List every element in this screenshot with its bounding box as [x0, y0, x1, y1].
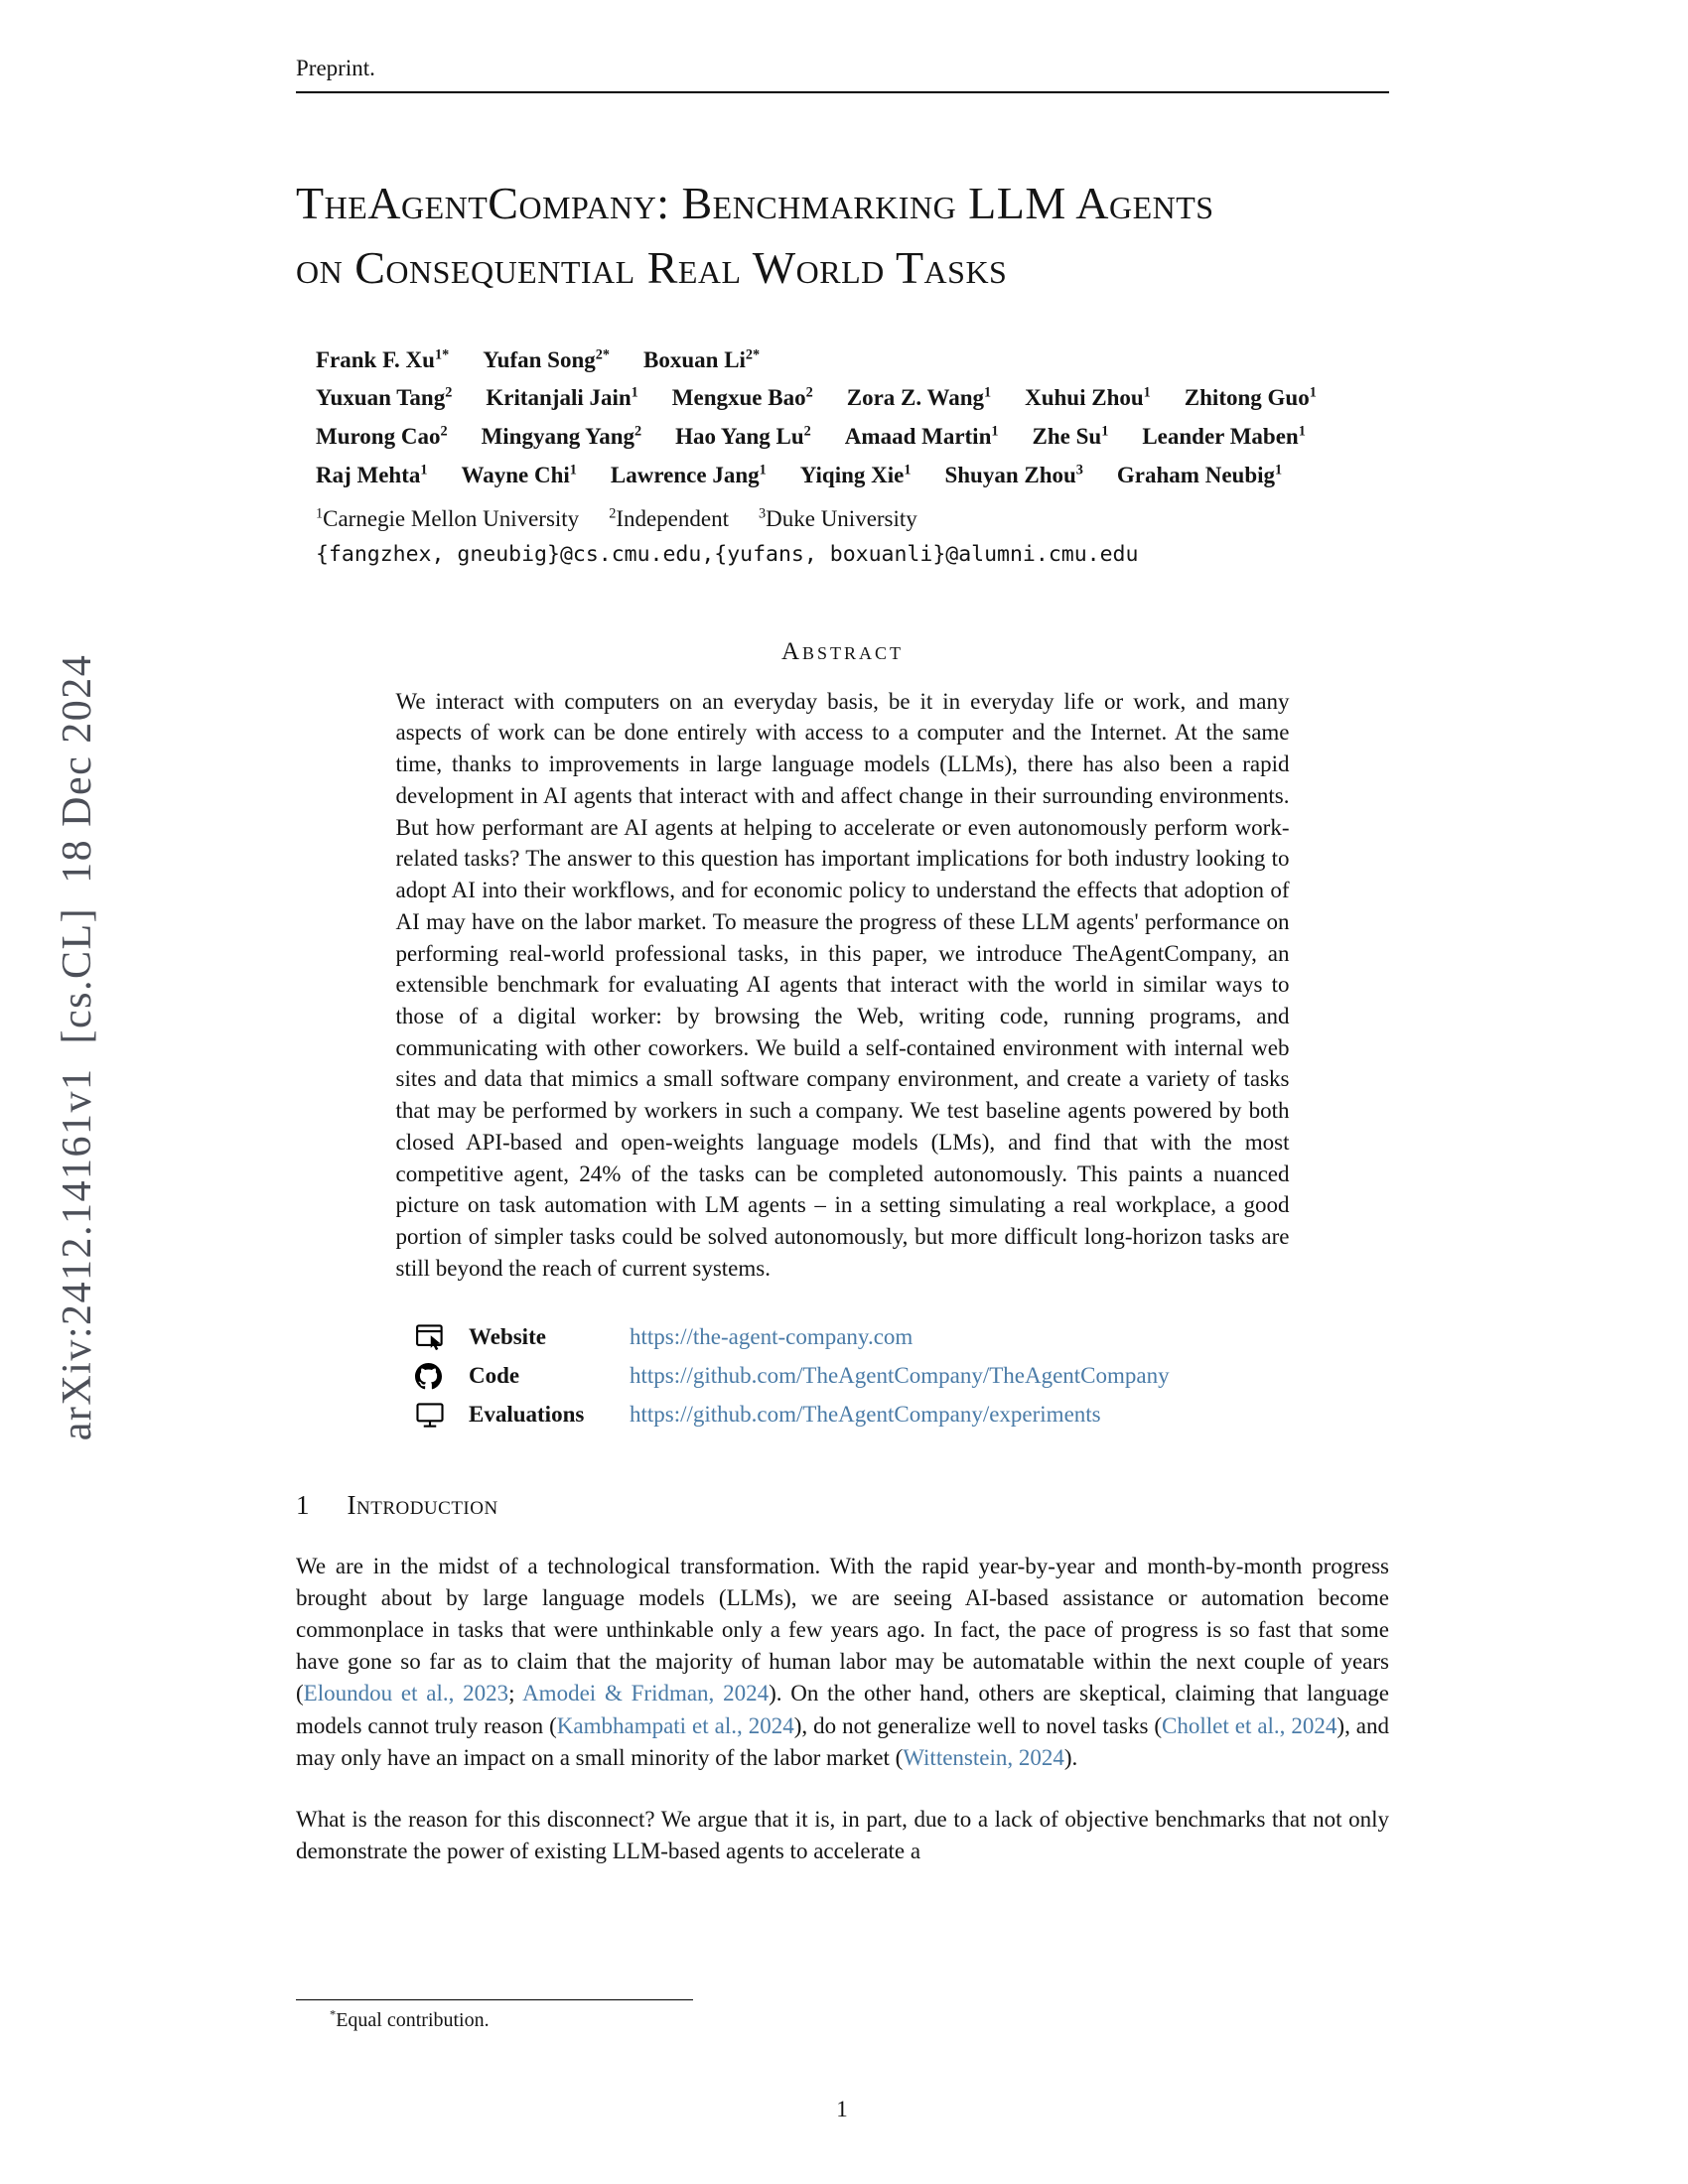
author-name: Leander Maben$^1$ [1142, 423, 1306, 450]
author-name: Kritanjali Jain$^1$ [486, 384, 638, 411]
author-name: Hao Yang Lu$^2$ [675, 423, 811, 450]
footnote-label: Equal contribution. [336, 2009, 490, 2031]
paper-content [296, 0, 1389, 1867]
citation-link[interactable]: Chollet et al., 2024 [1162, 1712, 1337, 1738]
citation-link[interactable]: Amodei & Fridman, 2024 [522, 1681, 770, 1706]
resource-label: Code [469, 1363, 520, 1389]
affiliation: $^2$Independent [609, 504, 729, 531]
author-name: Amaad Martin$^1$ [844, 423, 999, 450]
evaluations-icon [415, 1400, 469, 1430]
author-name: Shuyan Zhou$^3$ [944, 462, 1083, 487]
resources-list [415, 1318, 1389, 1434]
intro-paragraph-2: What is the reason for this disconnect? We argue that it is, in part, due to a lack of objective benchmarks that not only demonstrate the power of existing LLM-based agents to accelerate a [296, 1806, 1389, 1864]
resource-label: Website [469, 1324, 546, 1350]
author-row [316, 346, 1389, 375]
section-title: Introduction [347, 1489, 498, 1520]
resource-label: Evaluations [469, 1402, 585, 1428]
abstract-text: We interact with computers on an everyday basis, be it in everyday life or work, and many aspects of work can be done entirely with access to a computer and the Internet. At the same time, thanks to improvements in large language models (LLMs), there has also been a rapid development in AI agents that interact with and affect change in their surrounding environments. But how performant are AI agents at helping to accelerate or even autonomously perform work-related tasks? The answer to this question has important implications for both industry looking to adopt AI into their workflows, and for economic policy to understand the effects that adoption of AI may have on the labor market. To measure the progress of these LLM agents' performance on performing real-world professional tasks, in this paper, we introduce TheAgentCompany, an extensible benchmark for evaluating AI agents that interact with the world in similar ways to those of a digital worker: by browsing the Web, writing code, running programs, and communicating with other coworkers. We build a self-contained environment with internal web sites and data that mimics a small software company environment, and create a variety of tasks that may be performed by workers in such a company. We test baseline agents powered by both closed API-based and open-weights language models (LMs), and find that with the most competitive agent, 24% of the tasks can be completed autonomously. This paints a nuanced picture on task automation with LM agents – in a setting simulating a real workplace, a good portion of simpler tasks could be solved autonomously, but more difficult long-horizon tasks are still beyond the reach of current systems. [395, 688, 1290, 1281]
github-icon [415, 1363, 469, 1390]
paper-title-line1: TheAgentCompany: Benchmarking LLM Agents [296, 178, 1214, 228]
resource-url-link[interactable]: https://github.com/TheAgentCompany/TheAgentCompany [630, 1363, 1170, 1389]
author-emails: {fangzhex, gneubig}@cs.cmu.edu,{yufans, boxuanli}@alumni.cmu.edu [316, 541, 1139, 567]
arxiv-stamp: arXiv:2412.14161v1 [cs.CL] 18 Dec 2024 [55, 653, 100, 1441]
affiliation: $^3$Duke University [759, 504, 917, 531]
author-name: Boxuan $Li^{2*}$ [643, 345, 761, 372]
author-name: Raj Mehta$^1$ [316, 462, 428, 487]
citation-link[interactable]: Kambhampati et al., 2024 [556, 1712, 794, 1738]
author-name: Graham Neubig$^1$ [1116, 462, 1283, 487]
resource-url-link[interactable]: https://the-agent-company.com [630, 1324, 914, 1350]
author-name: Yufan Song$^{2*}$ [483, 345, 611, 372]
author-name: Yiqing Xie$^1$ [799, 462, 912, 487]
resource-evaluations [415, 1396, 1389, 1434]
intro-paragraph-1: We are in the midst of a technological transformation. With the rapid year-by-year and month-by-month progress brought about by large language models (LLMs), we are seeing AI-based assistance or automation become commonplace in tasks that were unthinkable only a few years ago. In fact, the pace of progress is so fast that some have gone so far as to claim that the majority of human labor may be automatable within the next couple of years (Eloundou et al., 2023; Amodei & Fridman, 2024). On the other hand, others are skeptical, claiming that language models cannot truly reason (Kambhampati et al., 2024), do not generalize well to novel tasks (Chollet et al., 2024), and may only have an impact on a small minority of the labor market (Wittenstein, 2024). [296, 1553, 1390, 1770]
author-row [316, 423, 1389, 452]
author-name: Murong Cao$^2$ [316, 423, 448, 450]
affiliation: $^1$Carnegie Mellon University [316, 504, 580, 531]
author-name: Wayne Chi$^1$ [461, 462, 577, 487]
author-row [316, 462, 1389, 490]
footnote [330, 2009, 1389, 2032]
author-name: Lawrence Jang$^1$ [610, 462, 767, 487]
citation-link[interactable]: Eloundou et al., 2023 [303, 1681, 509, 1706]
page-number: 1 [836, 2097, 848, 2121]
footnote-rule [296, 1999, 693, 2000]
abstract-heading: Abstract [780, 637, 905, 665]
resource-code [415, 1357, 1389, 1396]
author-name: Mingyang Yang$^2$ [481, 423, 642, 450]
paper-title [296, 171, 1389, 301]
author-name: Mengxue Bao$^2$ [671, 384, 813, 411]
authors-block [316, 346, 1389, 567]
footnote-area [296, 1999, 1389, 2032]
author-name: Xuhui Zhou$^1$ [1025, 384, 1151, 411]
author-name: Frank F. $Xu^{1*}$ [316, 345, 450, 372]
author-name: Yuxuan Tang$^2$ [316, 384, 453, 411]
citation-link[interactable]: Wittenstein, 2024 [903, 1744, 1064, 1770]
author-name: Zora Z. Wang$^1$ [846, 384, 992, 411]
author-name: Zhitong Guo$^1$ [1184, 384, 1317, 411]
author-rows [316, 346, 1389, 490]
resource-url-link[interactable]: https://github.com/TheAgentCompany/experiments [630, 1402, 1101, 1428]
author-name: Zhe Su$^1$ [1032, 423, 1109, 450]
preprint-label: Preprint. [296, 56, 375, 80]
section-number: 1 [296, 1489, 310, 1520]
website-icon [415, 1322, 469, 1352]
header-rule [296, 91, 1389, 93]
resource-website [415, 1318, 1389, 1357]
author-row [316, 384, 1389, 413]
paper-title-line2: on Consequential Real World Tasks [296, 242, 1008, 294]
affiliations [316, 506, 1389, 532]
footnote-marker: * [330, 2007, 337, 2022]
section-heading-introduction [296, 1490, 1389, 1521]
